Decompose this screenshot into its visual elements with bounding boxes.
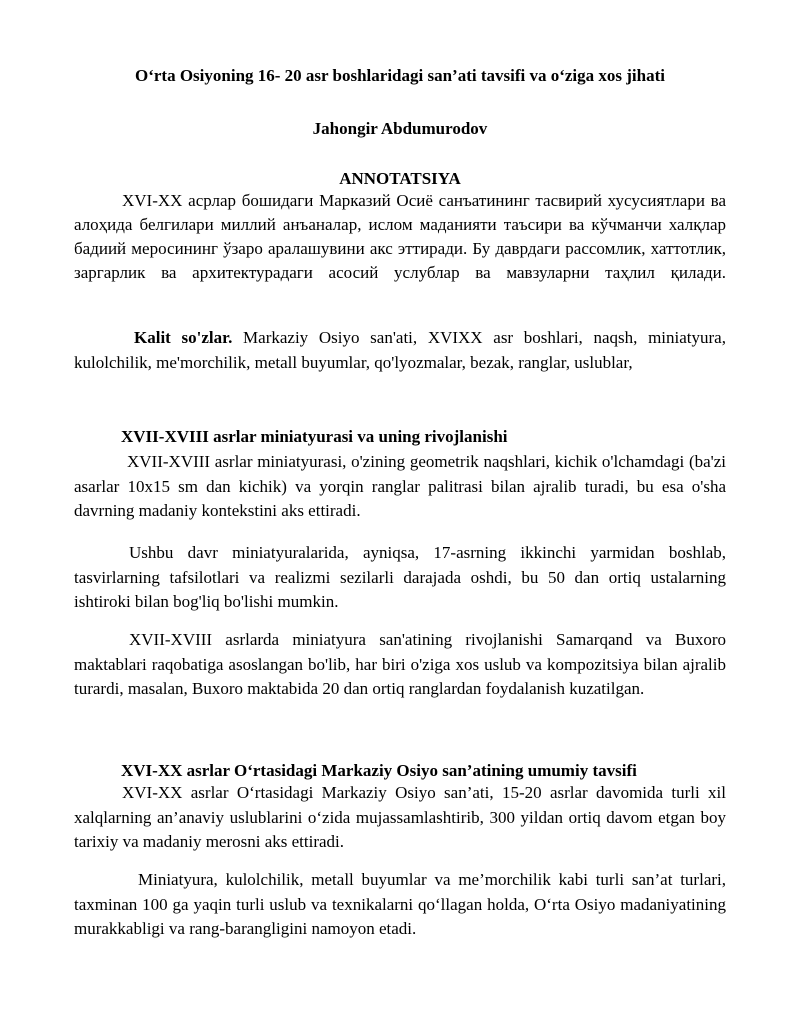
document-title: O‘rta Osiyoning 16- 20 asr boshlaridagi san’ati tavsifi va o‘ziga xos jihati — [134, 66, 665, 85]
section2-paragraph-1: XVI-XX asrlar O‘rtasidagi Markaziy Osiyo san’ati, 15-20 asrlar davomida turli xil xalqlarning an’anaviy uslublarini o‘zida mujassamlashtirib, 300 yildan ortiq davom etgan boy tarixiy va madaniy merosni aks ettiradi. — [74, 783, 726, 851]
keywords-text: Markaziy Osiyo san'ati, XVIXX asr boshlari, naqsh, miniatyura, kulolchilik, me'morchilik, metall buyumlar, qo'lyozmalar, bezak, ranglar, uslublar, — [74, 328, 726, 372]
annotation-heading: ANNOTATSIYA — [339, 169, 461, 188]
keywords-label: Kalit so'zlar. — [134, 328, 233, 347]
section1-paragraph-3: XVII-XVIII asrlarda miniatyura san'atining rivojlanishi Samarqand va Buxoro maktablari raqobatiga asoslangan bo'lib, har biri o'ziga xos uslub va kompozitsiya bilan ajralib turardi, masalan, Buxoro maktabida 20 dan ortiq ranglardan foydalanish kuzatilgan. — [74, 630, 726, 698]
document-author: Jahongir Abdumurodov — [312, 119, 488, 138]
section1-heading: XVII-XVIII asrlar miniatyurasi va uning rivojlanishi — [121, 427, 508, 446]
section2-paragraph-2: Miniatyura, kulolchilik, metall buyumlar va me’morchilik kabi turli san’at turlari, taxminan 100 ga yaqin turli uslub va texnikalarni qo‘llagan holda, O‘rta Osiyo madaniyatining murakkabligi va rang-barangligini namoyon etadi. — [74, 870, 726, 938]
section1-paragraph-2: Ushbu davr miniatyuralarida, ayniqsa, 17-asrning ikkinchi yarmidan boshlab, tasvirlarning tafsilotlari va realizmi sezilarli darajada oshdi, bu 50 dan ortiq ustalarning ishtiroki bilan bog'liq bo'lishi mumkin. — [74, 543, 726, 611]
section2-heading: XVI-XX asrlar O‘rtasidagi Markaziy Osiyo san’atining umumiy tavsifi — [121, 761, 637, 780]
section1-paragraph-1: XVII-XVIII asrlar miniatyurasi, o'zining geometrik naqshlari, kichik o'lchamdagi (ba'zi asarlar 10x15 sm dan kichik) va yorqin ranglar palitrasi bilan ajralib turadi, bu esa o'sha davrning madaniy kontekstini aks ettiradi. — [74, 452, 726, 520]
annotation-paragraph: XVI-XX асрлар бошидаги Марказий Осиё санъатининг тасвирий хусусиятлари ва алоҳида белгилари миллий анъаналар, ислом маданияти таъсири ва кўчманчи халқлар бадиий меросининг ўзаро аралашувини акс эттиради. Бу даврдаги рассомлик, хаттотлик, заргарлик ва архитектурадаги асосий услублар ва мавзуларни таҳлил қилади. — [74, 191, 726, 282]
keywords-paragraph — [74, 326, 726, 375]
